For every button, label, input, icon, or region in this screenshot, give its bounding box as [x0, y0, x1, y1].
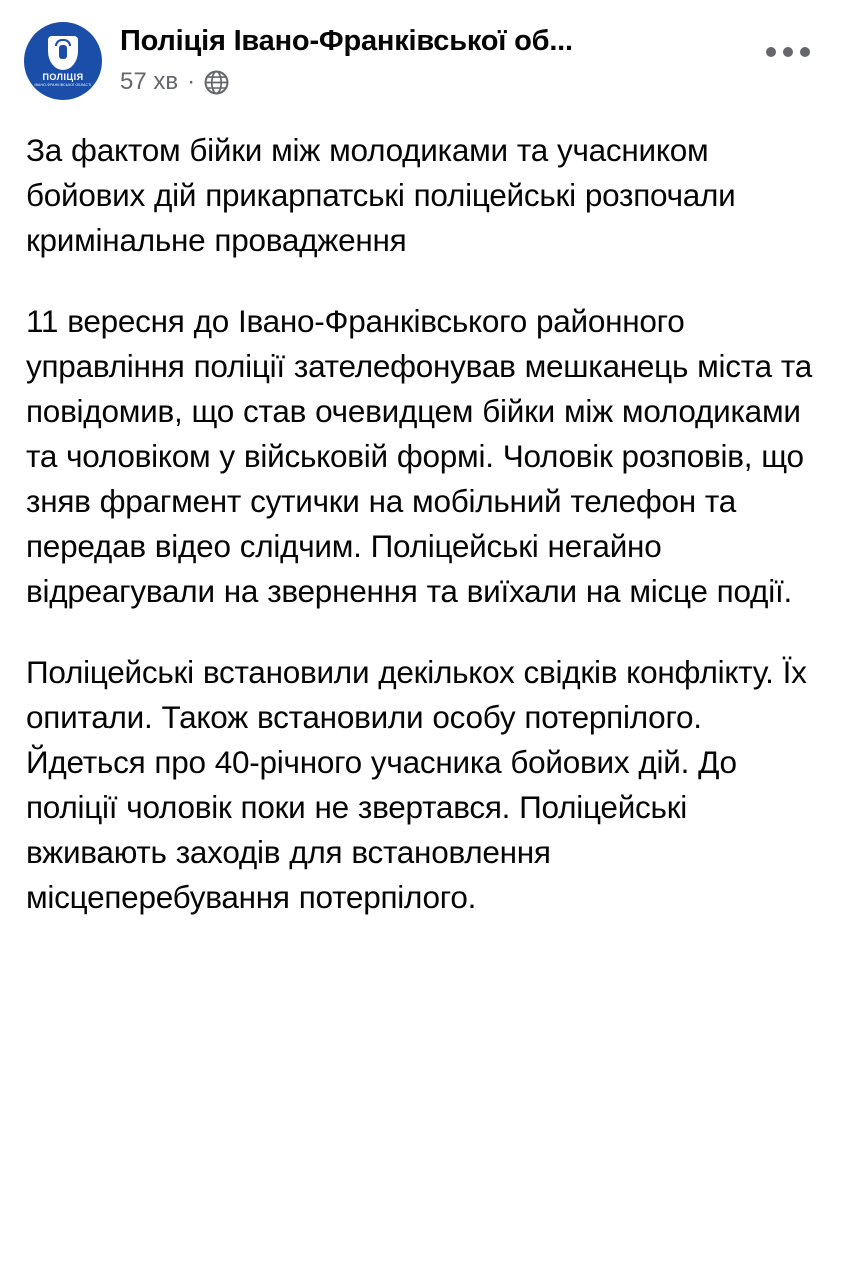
post-header [0, 0, 842, 100]
globe-icon[interactable] [204, 70, 229, 95]
police-badge-icon [48, 36, 78, 70]
page-name[interactable]: Поліція Івано-Франківської об... [120, 25, 573, 57]
post-paragraph: 11 вересня до Івано-Франківського районного управління поліції зателефонував мешканець міста та повідомив, що став очевидцем бійки між молодиками та чоловіком у військовій формі. Чоловік розповів, що зняв фрагмент сутички на мобільний телефон та передав відео слідчим. Поліцейські негайно відреагували на звернення та виїхали на місце події. [26, 303, 812, 610]
avatar[interactable] [24, 22, 102, 100]
ellipsis-icon [800, 47, 810, 57]
post-header-text [120, 22, 758, 96]
more-options-button[interactable] [758, 30, 818, 74]
post-body [0, 100, 842, 921]
avatar-sublabel: ІВАНО-ФРАНКІВСЬКОЇ ОБЛАСТІ [34, 83, 92, 88]
ellipsis-icon [766, 47, 776, 57]
post-paragraph-headline: За фактом бійки між молодиками та учасником бойових дій прикарпатські поліцейські розпочали кримінальне провадження [26, 132, 736, 259]
post-paragraph: Поліцейські встановили декількох свідків конфлікту. Їх опитали. Також встановили особу потерпілого. Йдеться про 40-річного учасника бойових дій. До поліції чоловік поки не звертався. Поліцейські вживають заходів для встановлення місцеперебування потерпілого. [26, 654, 807, 916]
post-meta [120, 68, 758, 96]
meta-separator: · [187, 68, 196, 96]
post-timestamp[interactable]: 57 хв [120, 68, 179, 96]
avatar-label: ПОЛІЦІЯ [42, 72, 84, 83]
ellipsis-icon [783, 47, 793, 57]
